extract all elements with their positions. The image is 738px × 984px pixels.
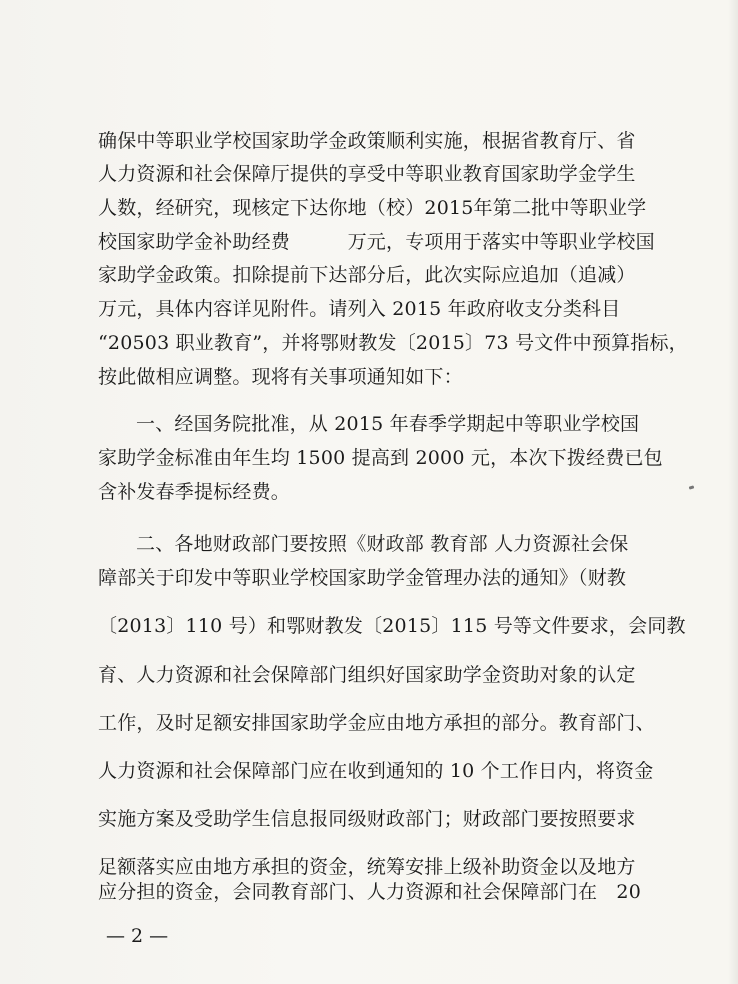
body-text-line: 校国家助学金补助经费 万元，专项用于落实中等职业学校国 <box>98 231 655 253</box>
body-text-line: 家助学金标准由年生均 1500 提高到 2000 元，本次下拨经费已包 <box>98 447 663 469</box>
body-text-line: 障部关于印发中等职业学校国家助学金管理办法的通知》（财教 <box>98 567 627 589</box>
page-edge-shadow <box>728 0 738 984</box>
body-text-line: 确保中等职业学校国家助学金政策顺利实施，根据省教育厅、省 <box>98 130 636 152</box>
paragraph-one-line: 一、经国务院批准，从 2015 年春季学期起中等职业学校国 <box>136 413 640 435</box>
body-text-line: 〔2013〕110 号）和鄂财教发〔2015〕115 号等文件要求，会同教 <box>98 615 686 637</box>
paragraph-two-line: 二、各地财政部门要按照《财政部 教育部 人力资源社会保 <box>136 533 629 555</box>
body-text-line: 万元，具体内容详见附件。请列入 2015 年政府收支分类科目 <box>98 298 621 320</box>
body-text-line: 含补发春季提标经费。 <box>98 481 291 503</box>
page-number: — 2 — <box>106 925 169 947</box>
body-text-line: 应分担的资金，会同教育部门、人力资源和社会保障部门在 20 <box>98 881 641 903</box>
body-text-line: 人力资源和社会保障部门应在收到通知的 10 个工作日内，将资金 <box>98 760 654 782</box>
body-text-line: “20503 职业教育”，并将鄂财教发〔2015〕73 号文件中预算指标， <box>98 332 688 354</box>
body-text-line: 足额落实应由地方承担的资金，统筹安排上级补助资金以及地方 <box>98 856 636 878</box>
body-text-line: 人力资源和社会保障厅提供的享受中等职业教育国家助学金学生 <box>98 163 636 185</box>
body-text-line: 育、人力资源和社会保障部门组织好国家助学金资助对象的认定 <box>98 664 636 686</box>
body-text-line: 按此做相应调整。现将有关事项通知如下： <box>98 366 463 388</box>
body-text-line: 人数，经研究，现核定下达你地（校）2015年第二批中等职业学 <box>98 197 647 219</box>
body-text-line: 家助学金政策。扣除提前下达部分后，此次实际应追加（追减） <box>98 264 636 286</box>
body-text-line: 实施方案及受助学生信息报同级财政部门；财政部门要按照要求 <box>98 808 636 830</box>
scan-speck <box>689 485 695 489</box>
body-text-line: 工作，及时足额安排国家助学金应由地方承担的部分。教育部门、 <box>98 712 655 734</box>
